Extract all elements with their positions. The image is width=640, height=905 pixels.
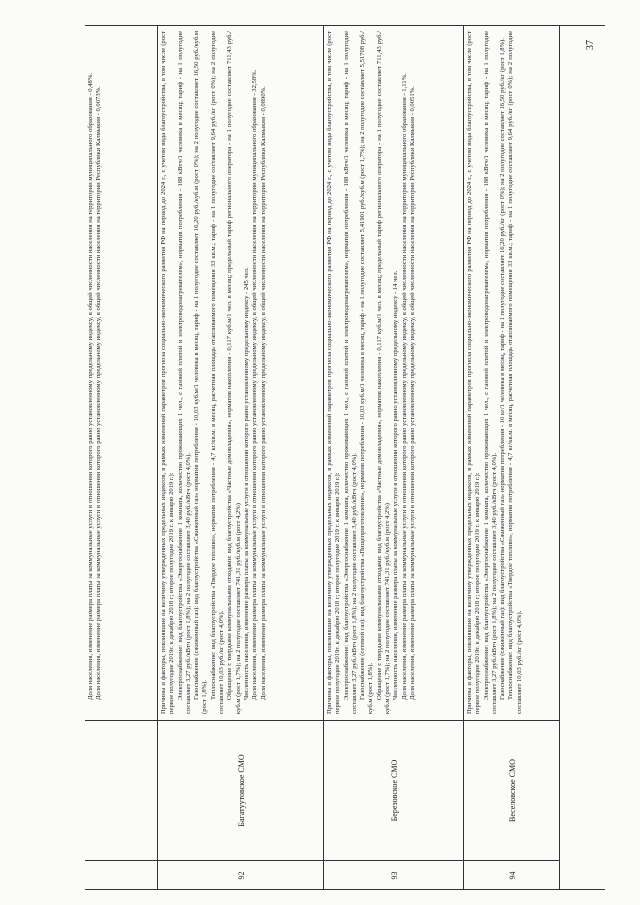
row-number: 93 xyxy=(324,860,464,890)
paragraph: Доля населения, изменение размера платы за коммунальные услуги в отношении которого равно установленному предельному индексу, в общей численности населения на территории Республики Калмыкия - 0,0073%. xyxy=(95,86,103,700)
municipality-name: Березовское СМО xyxy=(324,720,464,860)
paragraph: Причины и факторы, повлиявшие на величину утвержденных предельных индексов, в рамках изменений параметров прогноза социально-экономического развития РФ на период до 2024 г., с учетом вида благоустройства, в том числе (рост первое полугодие 2019г. к декабрю 2018 г; второе полугодие 2019 г. к январю 2019 г.): xyxy=(466,31,482,714)
row-text-cell xyxy=(158,25,324,720)
page-number: 37 xyxy=(585,40,596,50)
paragraph: Доля населения, изменение размера платы за коммунальные услуги в отношении которого равно установленному предельному индексу, в общей численности населения на территории муниципального образования - 1,11%. xyxy=(400,73,408,700)
row-number: 94 xyxy=(464,860,560,890)
municipality-name: Веселовское СМО xyxy=(464,720,560,860)
paragraph: Газоснабжение (сетевой газ): вид благоустройства «Пищеприготовление», норматив потребления - 10,03 куб.м/1 человека в месяц, тариф - на 1 полугодие составляет 5,41901 руб./куб.м (рост 1,7%); на 2 полугодие составляет 5,51708 руб./куб.м (рост 1,8%). xyxy=(359,31,375,714)
paragraph: Доля населения, изменение размера платы за коммунальные услуги в отношении которого равно установленному предельному индексу, в общей численности населения на территории Республики Калмыкия - 0,0890%. xyxy=(259,86,267,700)
paragraph: Электроснабжение: вид благоустройства «Энергоснабжение 1 комната, количество проживающих 1 чел., с газовой плитой и электроводонагревателем», норматив потребления - 188 кВтч/1 человека в месяц; тариф - на 1 полугодие составляет 3,27 руб./кВтч (рост 1,8%); на 2 полугодие составляет 3,40 руб./кВтч (рост 4,0%). xyxy=(482,31,498,714)
table-row xyxy=(157,25,324,890)
row-text-cell xyxy=(324,25,464,720)
paragraph: Доля населения, изменение размера платы за коммунальные услуги в отношении которого равно установленному предельному индексу, в общей численности населения на территории Республики Калмыкия - 0,0051%. xyxy=(408,86,416,700)
paragraph: Доля населения, изменение размера платы за коммунальные услуги в отношении которого равно установленному предельному индексу, в общей численности населения на территории муниципального образования - 32,58%. xyxy=(251,69,259,700)
rotated-table xyxy=(85,25,605,890)
table-bottom-border xyxy=(559,25,560,890)
row-number: 92 xyxy=(158,860,324,890)
table-row xyxy=(323,25,464,890)
table-row-continuation xyxy=(85,25,157,890)
municipality-cell xyxy=(85,720,157,860)
table-row xyxy=(463,25,560,890)
paragraph: Электроснабжение: вид благоустройства «Энергоснабжение 1 комната, количество проживающих 1 чел., с газовой плитой и электроводонагревателем», норматив потребления - 188 кВтч/1 человека в месяц; тариф - на 1 полугодие составляет 3,27 руб./кВтч (рост 1,8%); на 2 полугодие составляет 3,40 руб./кВтч (рост 4,0%). xyxy=(176,31,192,714)
municipality-name: Багатуутовское СМО xyxy=(158,720,324,860)
paragraph: Причины и факторы, повлиявшие на величину утвержденных предельных индексов, в рамках изменений параметров прогноза социально-экономического развития РФ на период до 2024 г., с учетом вида благоустройства, в том числе (рост первое полугодие 2019г. к декабрю 2018 г; второе полугодие 2019 г. к январю 2019 г.): xyxy=(160,31,176,714)
row-number-cell xyxy=(85,860,157,890)
paragraph: Газоснабжение (сжиженный газ): вид благоустройства «Сжиженный газ» норматив потребления - 10 кг/1 человека в месяц, тариф - на 1 полугодие составляет 16,20 руб./кг (рост 0%); на 2 полугодие составляет 16,50 руб./кг (рост 1,8%). xyxy=(499,38,507,700)
row-text-cell xyxy=(85,25,157,720)
paragraph: Численность населения, изменение размера платы за коммунальные услуги в отношении которого равно установленному предельному индексу - 245 чел. xyxy=(242,267,250,700)
paragraph: Обращение с твердыми коммунальными отходами: вид благоустройства «Частные домовладения», норматив накопления - 0,117 куб.м/1 чел. в месяц; предельный тариф регионального оператора - на 1 полугодие составляет 711,43 руб./куб.м (рост 1,7%); на 2 полугодие составляет 741,31 руб./куб.м (рост 4,2%) xyxy=(375,31,392,714)
paragraph: Газоснабжение (сжиженный газ): вид благоустройства «Сжиженный газ» норматив потребления - 10,03 куб.м/1 человека в месяц, тариф - на 1 полугодие составляет 16,20 руб./куб.м (рост 0%); на 2 полугодие составляет 16,50 руб./куб.м (рост 1,8%). xyxy=(193,31,209,714)
paragraph: Теплоснабжение: вид благоустройства «Твердое топливо», норматив потребления - 4,7 кг/кв.м. в месяц, расчетная площадь отапливаемого помещения 33 кв.м.; тариф - на 1 полугодие составляет 9,64 руб./кг (рост 0%); на 2 полугодие составляет 10,03 руб./кг (рост 4,0%). xyxy=(209,31,226,714)
row-text-cell xyxy=(464,25,560,720)
paragraph: Численность населения, изменение размера платы за коммунальные услуги в отношении которого равно установленному предельному индексу - 14 чел. xyxy=(392,270,400,700)
paragraph: Доля населения, изменение размера платы за коммунальные услуги в отношении которого равно установленному предельному индексу, в общей численности населения на территории муниципального образования - 0,48%. xyxy=(87,73,94,700)
paragraph: Причины и факторы, повлиявшие на величину утвержденных предельных индексов, в рамках изменений параметров прогноза социально-экономического развития РФ на период до 2024 г., с учетом вида благоустройства, в том числе (рост первое полугодие 2019г. к декабрю 2018 г; второе полугодие 2019 г. к январю 2019 г.): xyxy=(326,31,342,714)
paragraph: Теплоснабжение: вид благоустройства «Твердое топливо», норматив потребления - 4,7 кг/кв.м. в месяц, расчетная площадь отапливаемого помещения 33 кв.м.; тариф - на 1 полугодие составляет 9,64 руб./кг (рост 0%); на 2 полугодие составляет 10,03 руб./кг (рост 4,0%). xyxy=(507,31,523,714)
paragraph: Обращение с твердыми коммунальными отходами: вид благоустройства «Частные домовладения», норматив накопления - 0,117 куб.м/1 чел. в месяц; предельный тариф регионального оператора - на 1 полугодие составляет 711,43 руб./куб.м (рост 1,7%); на 2 полугодие составляет 741,31 руб./куб.м (рост 4,2%) xyxy=(226,31,242,714)
paragraph: Электроснабжение: вид благоустройства «Энергоснабжение 1 комната, количество проживающих 1 чел., с газовой плитой и электроводонагревателем», норматив потребления - 188 кВтч/1 человека в месяц; тариф - на 1 полугодие составляет 3,27 руб./кВтч (рост 1,8%); на 2 полугодие составляет 3,40 руб./кВтч (рост 4,0%). xyxy=(342,31,358,714)
